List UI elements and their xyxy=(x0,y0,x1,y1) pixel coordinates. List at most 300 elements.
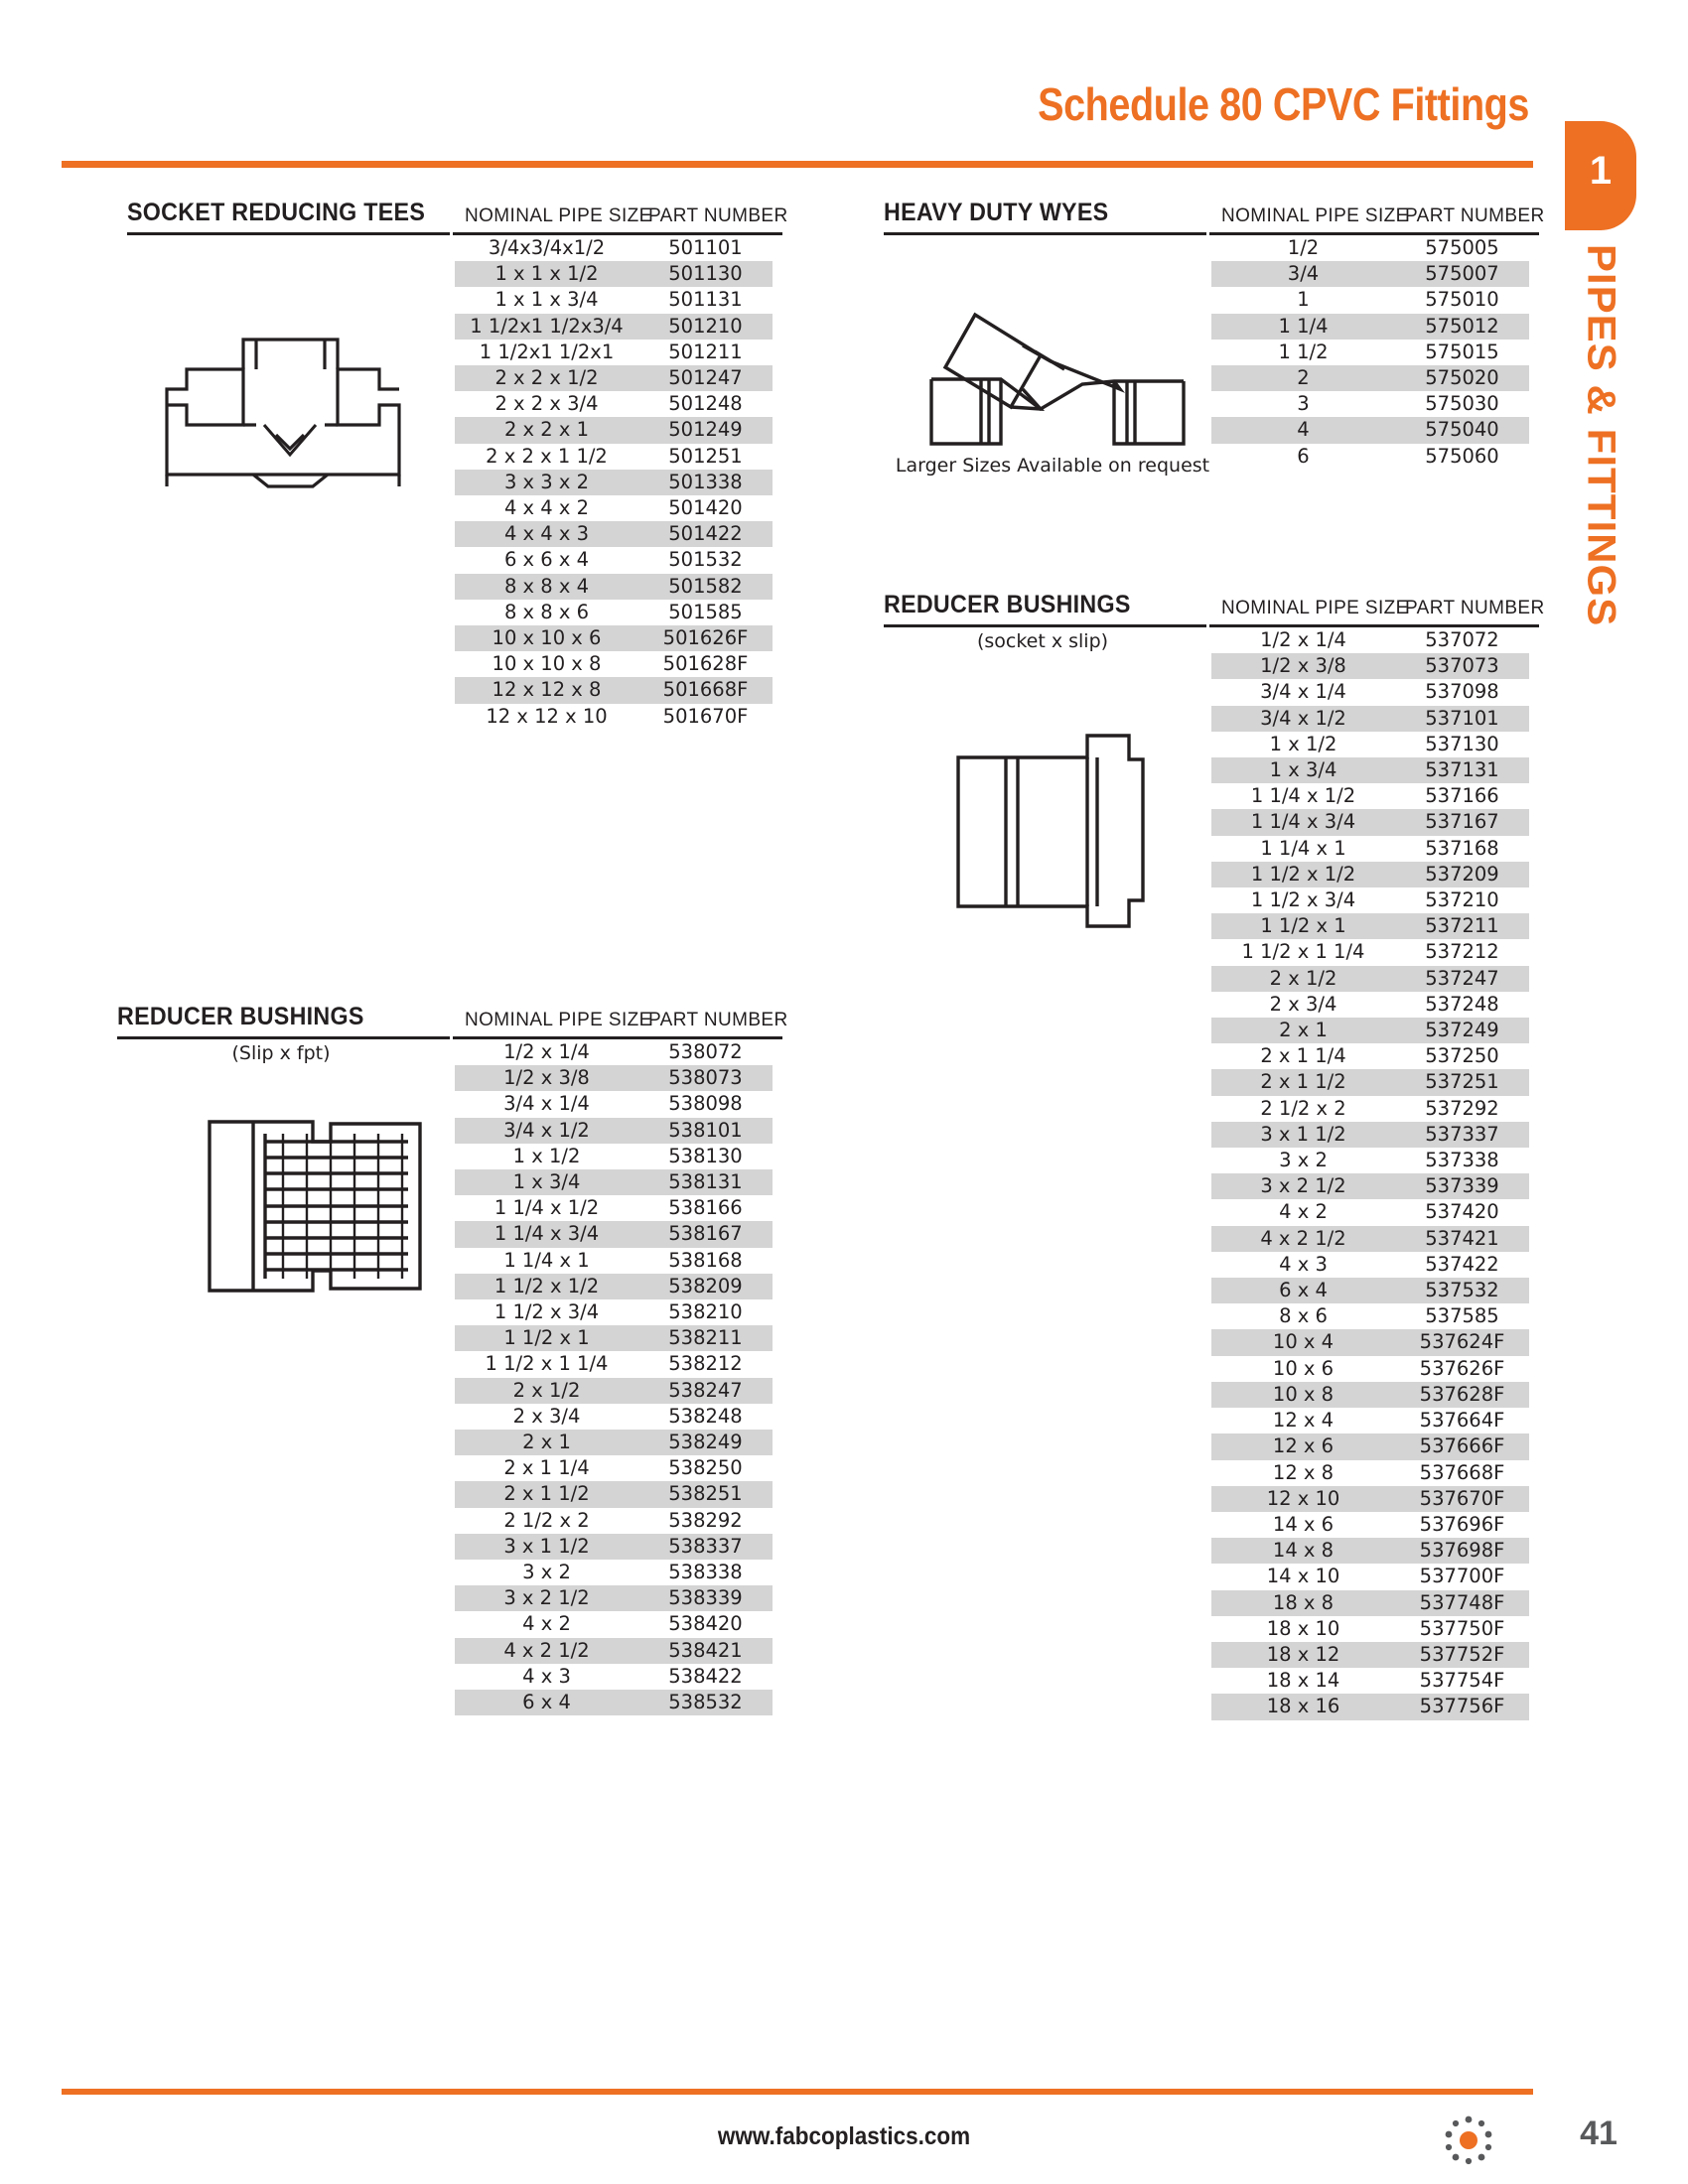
cell-nominal-pipe-size: 4 xyxy=(1211,417,1395,443)
table-row xyxy=(455,521,773,547)
cell-part-number: 537212 xyxy=(1425,940,1499,964)
cell-nominal-pipe-size: 3 x 3 x 2 xyxy=(455,470,638,495)
table-row xyxy=(1211,1433,1529,1459)
cell-part-number: 501668F xyxy=(638,677,773,703)
cell-nominal-pipe-size: 1 x 1 x 3/4 xyxy=(494,288,599,312)
bushing-socket-slip-drawing xyxy=(948,730,1157,928)
cell-part-number: 537698F xyxy=(1395,1538,1529,1564)
cell-part-number: 537073 xyxy=(1395,653,1529,679)
column-header-part: PART NUMBER xyxy=(648,205,788,226)
table-row xyxy=(455,625,773,651)
cell-part-number: 537101 xyxy=(1395,706,1529,732)
cell-nominal-pipe-size: 6 xyxy=(1297,444,1310,468)
cell-part-number: 538249 xyxy=(638,1430,773,1455)
cell-nominal-pipe-size: 4 x 2 1/2 xyxy=(455,1638,638,1664)
table-row xyxy=(455,235,773,261)
cell-nominal-pipe-size: 3 x 2 xyxy=(522,1561,571,1584)
table-row xyxy=(455,704,773,730)
table-row xyxy=(455,340,773,365)
cell-part-number: 537211 xyxy=(1395,913,1529,939)
header-divider xyxy=(62,161,1533,168)
cell-nominal-pipe-size: 12 x 4 xyxy=(1272,1409,1335,1433)
bushing-slip-fpt-drawing xyxy=(204,1112,427,1300)
cell-part-number: 537072 xyxy=(1425,628,1499,651)
cell-nominal-pipe-size: 1 1/4 x 1 xyxy=(1260,836,1346,860)
table-row xyxy=(455,1611,773,1637)
table-heavy-duty-wyes xyxy=(1211,235,1529,470)
table-row xyxy=(1211,783,1529,809)
cell-part-number: 537750F xyxy=(1419,1616,1505,1640)
section-reducer-bushings-slip-fpt xyxy=(117,1003,788,1715)
cell-nominal-pipe-size: 3/4 x 1/2 xyxy=(1211,706,1395,732)
cell-nominal-pipe-size: 10 x 10 x 8 xyxy=(492,652,602,676)
cell-nominal-pipe-size: 4 x 2 xyxy=(1279,1200,1328,1224)
cell-nominal-pipe-size: 12 x 12 x 8 xyxy=(455,677,638,703)
table-row xyxy=(1211,1096,1529,1122)
table-row xyxy=(455,391,773,417)
cell-part-number: 575060 xyxy=(1425,444,1499,468)
cell-nominal-pipe-size: 3 x 2 xyxy=(1279,1149,1328,1172)
cell-nominal-pipe-size: 2 x 1 xyxy=(1211,1018,1395,1043)
cell-nominal-pipe-size: 18 x 8 xyxy=(1211,1590,1395,1616)
cell-part-number: 575020 xyxy=(1395,365,1529,391)
cell-part-number: 538420 xyxy=(668,1612,743,1636)
table-row xyxy=(455,314,773,340)
cell-nominal-pipe-size: 1 1/2 x 1 1/4 xyxy=(485,1352,609,1376)
table-row xyxy=(1211,1069,1529,1095)
cell-part-number: 537754F xyxy=(1419,1669,1505,1693)
table-row xyxy=(1211,1408,1529,1433)
cell-nominal-pipe-size: 3/4 x 1/4 xyxy=(1260,680,1346,704)
cell-part-number: 538131 xyxy=(638,1169,773,1195)
cell-part-number: 537248 xyxy=(1425,992,1499,1016)
table-row xyxy=(455,1039,773,1065)
cell-part-number: 537210 xyxy=(1425,888,1499,912)
cell-part-number: 538209 xyxy=(638,1274,773,1299)
table-row xyxy=(455,1169,773,1195)
cell-part-number: 538422 xyxy=(668,1664,743,1688)
cell-part-number: 501338 xyxy=(638,470,773,495)
cell-nominal-pipe-size: 1 x 3/4 xyxy=(455,1169,638,1195)
cell-part-number: 537624F xyxy=(1395,1329,1529,1355)
table-row xyxy=(455,1274,773,1299)
table-row xyxy=(455,1638,773,1664)
cell-part-number: 537696F xyxy=(1419,1512,1505,1536)
cell-nominal-pipe-size: 1 1/2 x 1 xyxy=(455,1325,638,1351)
page-number: 41 xyxy=(1580,2115,1618,2152)
cell-part-number: 537167 xyxy=(1395,809,1529,835)
cell-nominal-pipe-size: 1 1/2 x 1/2 xyxy=(1211,862,1395,887)
cell-part-number: 537168 xyxy=(1425,836,1499,860)
cell-part-number: 538337 xyxy=(638,1534,773,1560)
table-row xyxy=(455,261,773,287)
cell-part-number: 501130 xyxy=(638,261,773,287)
cell-part-number: 538130 xyxy=(668,1144,743,1167)
cell-nominal-pipe-size: 1/2 x 3/8 xyxy=(1211,653,1395,679)
cell-part-number: 537250 xyxy=(1425,1044,1499,1068)
section-subtitle: (socket x slip) xyxy=(976,630,1109,652)
wyes-note: Larger Sizes Available on request xyxy=(895,455,1210,477)
table-row xyxy=(1211,757,1529,783)
cell-part-number: 575007 xyxy=(1395,261,1529,287)
table-row xyxy=(1211,1590,1529,1616)
table-reducer-bushings-socket-slip xyxy=(1211,627,1529,1720)
table-row xyxy=(1211,1278,1529,1303)
table-row xyxy=(1211,314,1529,340)
cell-nominal-pipe-size: 4 x 4 x 2 xyxy=(503,496,590,520)
cell-nominal-pipe-size: 3 x 2 1/2 xyxy=(1211,1173,1395,1199)
cell-nominal-pipe-size: 1 1/4 x 3/4 xyxy=(1211,809,1395,835)
cell-nominal-pipe-size: 1 x 1/2 xyxy=(1269,732,1337,755)
column-header-size: NOMINAL PIPE SIZE xyxy=(1221,598,1409,618)
table-row xyxy=(455,365,773,391)
cell-nominal-pipe-size: 1/2 x 1/4 xyxy=(1260,628,1346,651)
cell-part-number: 537422 xyxy=(1425,1252,1499,1276)
cell-part-number: 537339 xyxy=(1395,1173,1529,1199)
table-row xyxy=(455,444,773,470)
table-row xyxy=(455,495,773,521)
cell-part-number: 537532 xyxy=(1395,1278,1529,1303)
table-row xyxy=(455,1325,773,1351)
cell-part-number: 537668F xyxy=(1419,1460,1505,1484)
table-row xyxy=(1211,1329,1529,1355)
column-header-size: NOMINAL PIPE SIZE xyxy=(465,1010,652,1030)
cell-part-number: 538339 xyxy=(638,1585,773,1611)
cell-part-number: 537585 xyxy=(1425,1304,1499,1328)
cell-nominal-pipe-size: 1 1/2 x 3/4 xyxy=(1250,888,1356,912)
cell-part-number: 538247 xyxy=(638,1378,773,1404)
cell-nominal-pipe-size: 1/2 x 1/4 xyxy=(503,1040,590,1063)
cell-part-number: 575005 xyxy=(1425,236,1499,259)
cell-nominal-pipe-size: 4 x 4 x 3 xyxy=(455,521,638,547)
fabco-dot-logo xyxy=(1442,2113,1495,2166)
table-row xyxy=(455,1664,773,1690)
cell-part-number: 537756F xyxy=(1395,1694,1529,1719)
table-row xyxy=(455,1404,773,1430)
cell-nominal-pipe-size: 3 xyxy=(1297,392,1310,416)
cell-nominal-pipe-size: 2 x 1/2 xyxy=(455,1378,638,1404)
cell-part-number: 538251 xyxy=(638,1481,773,1507)
table-row xyxy=(1211,1460,1529,1486)
table-row xyxy=(455,1221,773,1247)
table-row xyxy=(1211,836,1529,862)
table-row xyxy=(1211,1252,1529,1278)
cell-part-number: 537666F xyxy=(1395,1433,1529,1459)
cell-part-number: 537700F xyxy=(1419,1565,1505,1588)
cell-nominal-pipe-size: 4 x 2 1/2 xyxy=(1211,1226,1395,1252)
cell-nominal-pipe-size: 2 x 2 x 1/2 xyxy=(455,365,638,391)
cell-part-number: 501626F xyxy=(638,625,773,651)
section-title: SOCKET REDUCING TEES xyxy=(127,199,426,226)
cell-nominal-pipe-size: 4 x 3 xyxy=(1279,1252,1328,1276)
cell-part-number: 501210 xyxy=(638,314,773,340)
cell-part-number: 575010 xyxy=(1425,288,1499,312)
cell-part-number: 537752F xyxy=(1395,1642,1529,1668)
cell-part-number: 501249 xyxy=(638,417,773,443)
cell-part-number: 538248 xyxy=(668,1404,743,1428)
table-row xyxy=(1211,913,1529,939)
table-row xyxy=(1211,939,1529,965)
cell-part-number: 575012 xyxy=(1395,314,1529,340)
table-row xyxy=(1211,1173,1529,1199)
table-row xyxy=(455,677,773,703)
cell-part-number: 501131 xyxy=(668,288,743,312)
column-header-part: PART NUMBER xyxy=(1405,598,1545,618)
wye-fitting-drawing xyxy=(923,260,1192,449)
cell-part-number: 537292 xyxy=(1425,1096,1499,1120)
table-row xyxy=(455,287,773,313)
cell-part-number: 537131 xyxy=(1395,757,1529,783)
cell-nominal-pipe-size: 4 x 2 xyxy=(522,1612,571,1636)
cell-nominal-pipe-size: 1 1/2 x 1 xyxy=(1211,913,1395,939)
table-row xyxy=(455,1378,773,1404)
cell-part-number: 538166 xyxy=(668,1196,743,1220)
cell-part-number: 537664F xyxy=(1419,1409,1505,1433)
cell-nominal-pipe-size: 6 x 6 x 4 xyxy=(503,548,590,572)
column-header-size: NOMINAL PIPE SIZE xyxy=(1221,205,1409,226)
cell-part-number: 501585 xyxy=(668,600,743,623)
cell-nominal-pipe-size: 2 x 1 1/4 xyxy=(1260,1044,1346,1068)
table-row xyxy=(1211,1694,1529,1719)
cell-part-number: 538210 xyxy=(668,1300,743,1324)
cell-part-number: 538072 xyxy=(668,1040,743,1063)
footer-divider xyxy=(62,2089,1533,2095)
table-row xyxy=(455,1508,773,1534)
table-row xyxy=(1211,1303,1529,1329)
cell-nominal-pipe-size: 3/4 x 1/2 xyxy=(455,1118,638,1144)
cell-part-number: 537337 xyxy=(1395,1122,1529,1148)
column-header-size: NOMINAL PIPE SIZE xyxy=(465,205,652,226)
table-row xyxy=(1211,1642,1529,1668)
table-row xyxy=(1211,1538,1529,1564)
cell-part-number: 501628F xyxy=(662,652,749,676)
cell-nominal-pipe-size: 2 x 3/4 xyxy=(512,1404,581,1428)
cell-nominal-pipe-size: 12 x 10 xyxy=(1211,1486,1395,1512)
cell-nominal-pipe-size: 1 1/4 x 1/2 xyxy=(1250,784,1356,808)
table-row xyxy=(455,1248,773,1274)
cell-nominal-pipe-size: 4 x 3 xyxy=(522,1664,571,1688)
table-row xyxy=(455,1585,773,1611)
cell-nominal-pipe-size: 8 x 8 x 4 xyxy=(455,574,638,600)
cell-nominal-pipe-size: 3 x 1 1/2 xyxy=(1211,1122,1395,1148)
cell-nominal-pipe-size: 2 x 2 x 1 1/2 xyxy=(486,444,608,468)
table-row xyxy=(455,547,773,573)
cell-nominal-pipe-size: 3/4 x 1/4 xyxy=(503,1092,590,1116)
table-row xyxy=(1211,391,1529,417)
cell-nominal-pipe-size: 18 x 14 xyxy=(1266,1669,1340,1693)
cell-nominal-pipe-size: 1 1/4 x 1 xyxy=(503,1248,590,1272)
cell-nominal-pipe-size: 10 x 8 xyxy=(1211,1382,1395,1408)
cell-part-number: 501251 xyxy=(668,444,743,468)
table-row xyxy=(455,1091,773,1117)
table-row xyxy=(1211,653,1529,679)
cell-nominal-pipe-size: 8 x 6 xyxy=(1279,1304,1328,1328)
cell-nominal-pipe-size: 2 xyxy=(1211,365,1395,391)
cell-part-number: 537628F xyxy=(1395,1382,1529,1408)
table-row xyxy=(455,1195,773,1221)
cell-part-number: 575030 xyxy=(1425,392,1499,416)
table-row xyxy=(455,470,773,495)
cell-nominal-pipe-size: 3 x 2 1/2 xyxy=(455,1585,638,1611)
table-row xyxy=(455,1351,773,1377)
cell-nominal-pipe-size: 2 x 1 1/4 xyxy=(503,1456,590,1480)
table-row xyxy=(1211,1018,1529,1043)
cell-nominal-pipe-size: 3 x 1 1/2 xyxy=(455,1534,638,1560)
table-row xyxy=(1211,1199,1529,1225)
table-row xyxy=(455,1690,773,1715)
cell-part-number: 538073 xyxy=(638,1065,773,1091)
section-title: REDUCER BUSHINGS xyxy=(884,591,1131,618)
cell-nominal-pipe-size: 18 x 12 xyxy=(1211,1642,1395,1668)
cell-nominal-pipe-size: 14 x 8 xyxy=(1211,1538,1395,1564)
table-row xyxy=(455,1560,773,1585)
table-row xyxy=(1211,1382,1529,1408)
cell-nominal-pipe-size: 14 x 6 xyxy=(1272,1512,1335,1536)
table-row xyxy=(1211,1512,1529,1538)
table-row xyxy=(455,651,773,677)
table-row xyxy=(455,1481,773,1507)
cell-part-number: 501422 xyxy=(638,521,773,547)
section-subtitle: (Slip x fpt) xyxy=(231,1042,331,1064)
tee-fitting-drawing xyxy=(149,328,417,506)
cell-part-number: 538338 xyxy=(668,1561,743,1584)
cell-part-number: 501248 xyxy=(668,392,743,416)
table-row xyxy=(1211,1668,1529,1694)
table-row xyxy=(1211,365,1529,391)
cell-part-number: 538098 xyxy=(668,1092,743,1116)
cell-part-number: 538168 xyxy=(668,1248,743,1272)
table-reducer-bushings-slip-fpt xyxy=(455,1039,773,1715)
table-row xyxy=(455,1534,773,1560)
table-row xyxy=(455,1455,773,1481)
cell-nominal-pipe-size: 1 1/4 x 3/4 xyxy=(455,1221,638,1247)
table-row xyxy=(1211,1486,1529,1512)
table-row xyxy=(1211,417,1529,443)
cell-nominal-pipe-size: 2 x 2 x 3/4 xyxy=(494,392,599,416)
cell-part-number: 537166 xyxy=(1425,784,1499,808)
cell-nominal-pipe-size: 1 1/2 x 1 1/4 xyxy=(1241,940,1365,964)
cell-part-number: 537748F xyxy=(1395,1590,1529,1616)
cell-part-number: 501532 xyxy=(668,548,743,572)
table-row xyxy=(1211,287,1529,313)
cell-nominal-pipe-size: 18 x 10 xyxy=(1266,1616,1340,1640)
column-header-part: PART NUMBER xyxy=(648,1010,788,1030)
table-row xyxy=(1211,679,1529,705)
cell-nominal-pipe-size: 2 1/2 x 2 xyxy=(1260,1096,1346,1120)
section-title: REDUCER BUSHINGS xyxy=(117,1003,364,1030)
cell-nominal-pipe-size: 18 x 16 xyxy=(1211,1694,1395,1719)
table-row xyxy=(455,417,773,443)
cell-nominal-pipe-size: 6 x 4 xyxy=(455,1690,638,1715)
cell-nominal-pipe-size: 12 x 8 xyxy=(1272,1460,1335,1484)
cell-nominal-pipe-size: 1 xyxy=(1297,288,1310,312)
column-header-part: PART NUMBER xyxy=(1405,205,1545,226)
cell-part-number: 538292 xyxy=(668,1508,743,1532)
cell-nominal-pipe-size: 2 1/2 x 2 xyxy=(503,1508,590,1532)
cell-part-number: 538211 xyxy=(638,1325,773,1351)
cell-nominal-pipe-size: 12 x 12 x 10 xyxy=(486,704,608,728)
cell-part-number: 501582 xyxy=(638,574,773,600)
cell-nominal-pipe-size: 1/2 xyxy=(1287,236,1320,259)
table-row xyxy=(1211,1564,1529,1589)
cell-nominal-pipe-size: 8 x 8 x 6 xyxy=(503,600,590,623)
table-row xyxy=(1211,235,1529,261)
table-row xyxy=(455,1144,773,1169)
cell-part-number: 501420 xyxy=(668,496,743,520)
cell-nominal-pipe-size: 1 1/4 x 1/2 xyxy=(493,1196,600,1220)
cell-part-number: 537420 xyxy=(1425,1200,1499,1224)
table-row xyxy=(455,600,773,625)
cell-part-number: 538212 xyxy=(668,1352,743,1376)
cell-nominal-pipe-size: 1 1/2x1 1/2x3/4 xyxy=(455,314,638,340)
section-tab-label xyxy=(1565,243,1636,627)
cell-part-number: 538532 xyxy=(638,1690,773,1715)
cell-part-number: 538421 xyxy=(638,1638,773,1664)
table-row xyxy=(1211,627,1529,653)
cell-nominal-pipe-size: 3/4x3/4x1/2 xyxy=(488,236,606,259)
cell-nominal-pipe-size: 12 x 6 xyxy=(1211,1433,1395,1459)
cell-part-number: 538101 xyxy=(638,1118,773,1144)
cell-nominal-pipe-size: 1 1/2 x 3/4 xyxy=(493,1300,600,1324)
cell-nominal-pipe-size: 1/2 x 3/8 xyxy=(455,1065,638,1091)
table-row xyxy=(1211,340,1529,365)
cell-nominal-pipe-size: 10 x 4 xyxy=(1211,1329,1395,1355)
cell-part-number: 537626F xyxy=(1419,1356,1505,1380)
cell-part-number: 501670F xyxy=(662,704,749,728)
cell-nominal-pipe-size: 2 x 1 xyxy=(455,1430,638,1455)
table-row xyxy=(1211,261,1529,287)
table-row xyxy=(1211,809,1529,835)
cell-part-number: 537338 xyxy=(1425,1149,1499,1172)
cell-part-number: 575015 xyxy=(1425,340,1499,363)
cell-nominal-pipe-size: 2 x 1 1/2 xyxy=(1211,1069,1395,1095)
cell-part-number: 501101 xyxy=(668,236,743,259)
cell-nominal-pipe-size: 10 x 6 xyxy=(1272,1356,1335,1380)
table-row xyxy=(1211,1043,1529,1069)
cell-part-number: 501247 xyxy=(638,365,773,391)
table-socket-reducing-tees xyxy=(455,235,773,730)
table-row xyxy=(1211,862,1529,887)
cell-nominal-pipe-size: 1 x 3/4 xyxy=(1211,757,1395,783)
table-row xyxy=(1211,444,1529,470)
page-title: Schedule 80 CPVC Fittings xyxy=(1038,78,1529,130)
cell-nominal-pipe-size: 14 x 10 xyxy=(1266,1565,1340,1588)
cell-nominal-pipe-size: 1 1/2 x 1/2 xyxy=(455,1274,638,1299)
footer-url[interactable]: www.fabcoplastics.com xyxy=(717,2122,971,2150)
cell-part-number: 537251 xyxy=(1395,1069,1529,1095)
cell-part-number: 501211 xyxy=(668,340,743,363)
cell-part-number: 537247 xyxy=(1395,966,1529,992)
table-row xyxy=(455,574,773,600)
cell-part-number: 537670F xyxy=(1395,1486,1529,1512)
section-title: HEAVY DUTY WYES xyxy=(884,199,1109,226)
table-row xyxy=(455,1065,773,1091)
table-row xyxy=(1211,1122,1529,1148)
cell-nominal-pipe-size: 2 x 2 x 1 xyxy=(455,417,638,443)
table-row xyxy=(1211,1356,1529,1382)
table-row xyxy=(455,1299,773,1325)
cell-nominal-pipe-size: 3/4 xyxy=(1211,261,1395,287)
table-row xyxy=(1211,887,1529,913)
table-row xyxy=(1211,706,1529,732)
table-row xyxy=(1211,1148,1529,1173)
cell-part-number: 538250 xyxy=(668,1456,743,1480)
table-row xyxy=(455,1118,773,1144)
section-tab-label-text: PIPES & FITTINGS xyxy=(1579,243,1623,627)
cell-part-number: 575040 xyxy=(1395,417,1529,443)
cell-part-number: 537249 xyxy=(1395,1018,1529,1043)
table-row xyxy=(455,1430,773,1455)
